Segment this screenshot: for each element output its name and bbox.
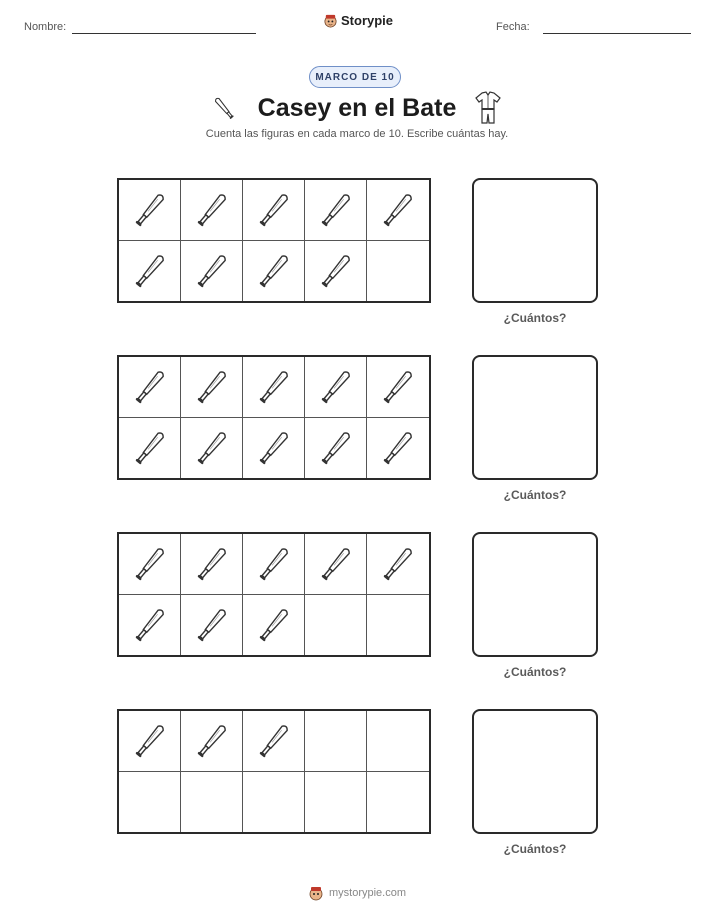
ten-frame-cell xyxy=(305,418,367,479)
baseball-bat-icon xyxy=(314,185,358,235)
page-title: Casey en el Bate xyxy=(257,94,457,122)
ten-frame-cell xyxy=(367,357,429,418)
baseball-bat-icon xyxy=(190,362,234,412)
ten-frame-cell xyxy=(367,534,429,595)
ten-frame-cell xyxy=(181,418,243,479)
ten-frame-cell xyxy=(181,534,243,595)
baseball-bat-icon xyxy=(190,716,234,766)
baseball-bat-icon xyxy=(190,539,234,589)
baseball-bat-icon xyxy=(376,362,420,412)
answer-label: ¿Cuántos? xyxy=(503,842,567,856)
baseball-bat-icon xyxy=(252,423,296,473)
ten-frame-cell xyxy=(181,180,243,241)
ten-frame-cell xyxy=(367,241,429,302)
answer-box[interactable] xyxy=(472,709,598,834)
ten-frame-cell xyxy=(243,241,305,302)
baseball-bat-icon xyxy=(128,539,172,589)
baseball-bat-icon xyxy=(314,423,358,473)
ten-frame-cell xyxy=(243,418,305,479)
storypie-mascot-icon xyxy=(323,13,338,28)
ten-frame-cell xyxy=(305,180,367,241)
answer-box[interactable] xyxy=(472,178,598,303)
brand-name: Storypie xyxy=(341,13,394,28)
baseball-bat-icon xyxy=(128,423,172,473)
ten-frame-cell xyxy=(305,711,367,772)
ten-frame-cell xyxy=(367,418,429,479)
instructions: Cuenta las figuras en cada marco de 10. Escribe cuántas hay. xyxy=(205,128,509,140)
ten-frame-cell xyxy=(305,241,367,302)
ten-frame-cell xyxy=(181,595,243,656)
footer xyxy=(308,885,406,901)
baseball-bat-icon xyxy=(209,93,239,123)
baseball-bat-icon xyxy=(190,423,234,473)
name-line xyxy=(72,33,256,34)
ten-frame-cell xyxy=(243,534,305,595)
baseball-bat-icon xyxy=(128,362,172,412)
baseball-bat-icon xyxy=(314,362,358,412)
ten-frame-cell xyxy=(119,595,181,656)
ten-frame-cell xyxy=(181,241,243,302)
worksheet-type-badge: MARCO DE 10 xyxy=(309,66,401,88)
baseball-bat-icon xyxy=(376,539,420,589)
ten-frame-cell xyxy=(367,772,429,833)
name-label: Nombre: xyxy=(24,21,67,33)
baseball-bat-icon xyxy=(190,246,234,296)
baseball-bat-icon xyxy=(376,185,420,235)
answer-label: ¿Cuántos? xyxy=(503,488,567,502)
ten-frame-cell xyxy=(181,711,243,772)
footer-url[interactable]: mystorypie.com xyxy=(329,887,407,899)
baseball-bat-icon xyxy=(252,716,296,766)
baseball-bat-icon xyxy=(252,600,296,650)
ten-frame-cell xyxy=(305,534,367,595)
baseball-bat-icon xyxy=(314,246,358,296)
baseball-bat-icon xyxy=(252,362,296,412)
answer-label: ¿Cuántos? xyxy=(503,311,567,325)
answer-box[interactable] xyxy=(472,355,598,480)
ten-frame-cell xyxy=(119,180,181,241)
ten-frame-cell xyxy=(243,180,305,241)
ten-frame xyxy=(117,355,431,480)
ten-frame-cell xyxy=(181,772,243,833)
baseball-bat-icon xyxy=(190,600,234,650)
ten-frame xyxy=(117,532,431,657)
storypie-mascot-icon xyxy=(308,885,324,901)
ten-frame-cell xyxy=(243,595,305,656)
ten-frame-cell xyxy=(305,772,367,833)
date-label: Fecha: xyxy=(496,21,530,33)
ten-frame-cell xyxy=(119,241,181,302)
ten-frame xyxy=(117,709,431,834)
ten-frame-cell xyxy=(367,711,429,772)
title-row xyxy=(0,90,714,126)
baseball-bat-icon xyxy=(314,539,358,589)
baseball-bat-icon xyxy=(128,246,172,296)
baseball-bat-icon xyxy=(128,185,172,235)
ten-frame-cell xyxy=(119,711,181,772)
ten-frame-cell xyxy=(119,534,181,595)
ten-frame-cell xyxy=(243,772,305,833)
ten-frame-cell xyxy=(119,772,181,833)
ten-frame-cell xyxy=(305,357,367,418)
ten-frame-cell xyxy=(181,357,243,418)
baseball-uniform-icon xyxy=(473,90,503,126)
baseball-bat-icon xyxy=(252,539,296,589)
baseball-bat-icon xyxy=(252,185,296,235)
baseball-bat-icon xyxy=(376,423,420,473)
ten-frame-cell xyxy=(367,180,429,241)
answer-label: ¿Cuántos? xyxy=(503,665,567,679)
ten-frame-cell xyxy=(305,595,367,656)
baseball-bat-icon xyxy=(128,716,172,766)
ten-frame-cell xyxy=(243,711,305,772)
ten-frame xyxy=(117,178,431,303)
ten-frame-cell xyxy=(119,418,181,479)
brand-logo xyxy=(323,13,393,28)
ten-frame-cell xyxy=(119,357,181,418)
ten-frame-cell xyxy=(367,595,429,656)
ten-frame-cell xyxy=(243,357,305,418)
answer-box[interactable] xyxy=(472,532,598,657)
baseball-bat-icon xyxy=(128,600,172,650)
baseball-bat-icon xyxy=(252,246,296,296)
baseball-bat-icon xyxy=(190,185,234,235)
date-line xyxy=(543,33,691,34)
